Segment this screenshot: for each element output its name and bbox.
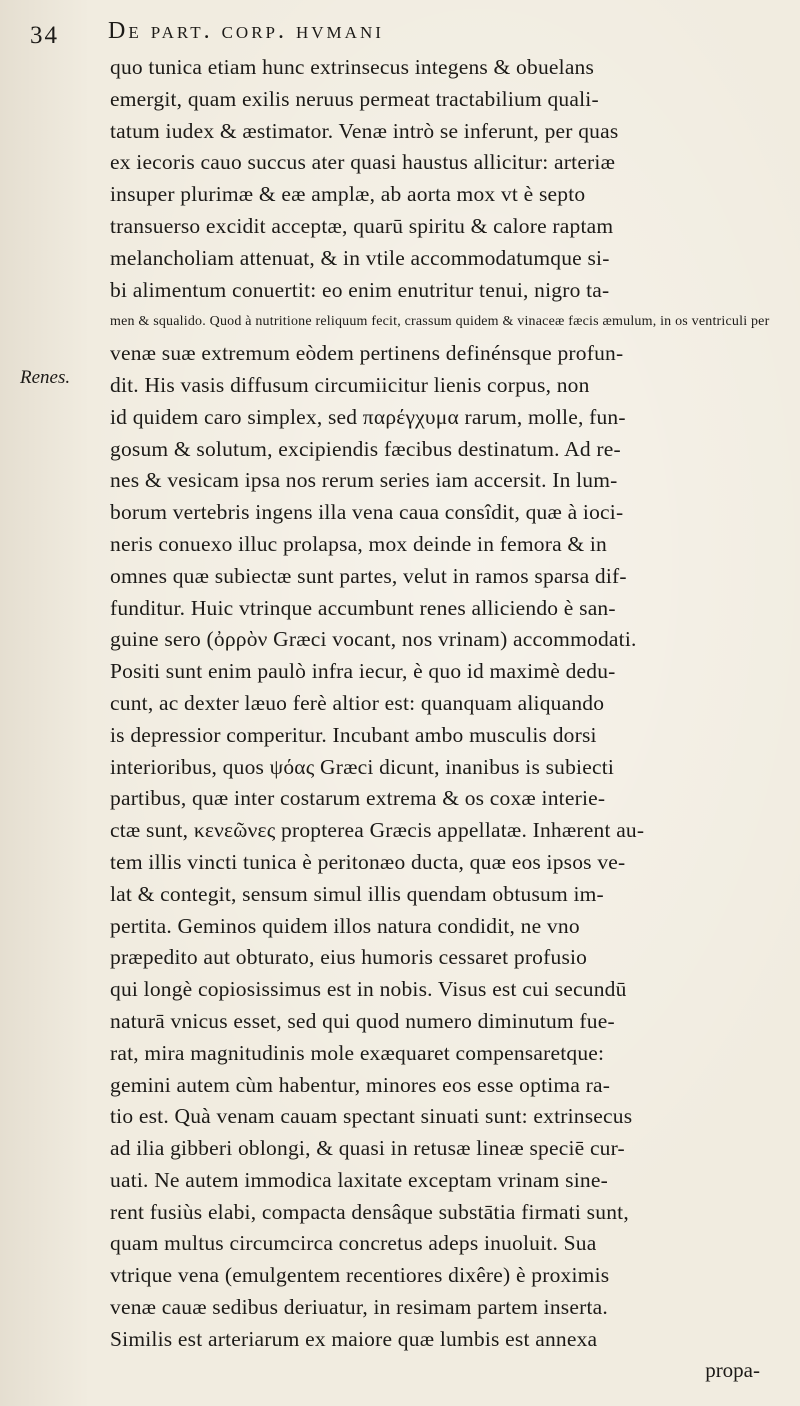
text-line: uati. Ne autem immodica laxitate exceptam vrinam sine-	[110, 1167, 608, 1192]
text-line: cunt, ac dexter læuo ferè altior est: quanquam aliquando	[110, 690, 605, 715]
catchword: propa-	[705, 1358, 760, 1382]
text-line: ex iecoris cauo succus ater quasi haustus allicitur: arteriæ	[110, 150, 616, 175]
text-line: omnes quæ subiectæ sunt partes, velut in ramos sparsa dif-	[110, 563, 627, 588]
text-line: dit. His vasis diffusum circumiicitur lienis corpus, non	[110, 372, 590, 397]
text-line: lat & contegit, sensum simul illis quendam obtusum im-	[110, 881, 604, 906]
text-line: gosum & solutum, excipiendis fæcibus destinatum. Ad re-	[110, 436, 621, 461]
margin-note: Renes.	[20, 367, 71, 388]
body-text	[110, 52, 786, 1356]
page-header	[30, 18, 780, 52]
text-line: insuper plurimæ & eæ amplæ, ab aorta mox vt è septo	[110, 182, 586, 207]
text-line: tio est. Quà venam cauam spectant sinuati sunt: extrinsecus	[110, 1104, 633, 1129]
text-line: naturā vnicus esset, sed qui quod numero diminutum fue-	[110, 1008, 615, 1033]
text-line: venæ suæ extremum eòdem pertinens definénsque profun-	[110, 341, 624, 366]
running-head: De part. corp. hvmani	[108, 18, 384, 44]
text-line: gemini autem cùm habentur, minores eos esse optima ra-	[110, 1072, 611, 1097]
text-line: transuerso excidit acceptæ, quarū spiritu & calore raptam	[110, 213, 614, 238]
text-line: id quidem caro simplex, sed παρέγχυμα rarum, molle, fun-	[110, 404, 626, 429]
text-line: Similis est arteriarum ex maiore quæ lumbis est annexa	[110, 1326, 598, 1351]
text-line: rent fusiùs elabi, compacta densâque substātia firmati sunt,	[110, 1199, 629, 1224]
text-line: quo tunica etiam hunc extrinsecus integens & obuelans	[110, 55, 595, 79]
text-line: præpedito aut obturato, eius humoris cessaret profusio	[110, 945, 588, 970]
text-line: emergit, quam exilis neruus permeat tractabilium quali-	[110, 86, 599, 111]
page-number: 34	[30, 22, 59, 49]
text-line: borum vertebris ingens illa vena caua consîdit, quæ à ioci-	[110, 500, 624, 525]
text-line: Positi sunt enim paulò infra iecur, è quo id maximè dedu-	[110, 659, 616, 684]
text-line: is depressior comperitur. Incubant ambo musculis dorsi	[110, 722, 597, 747]
text-line: partibus, quæ inter costarum extrema & os coxæ interie-	[110, 786, 606, 811]
text-line: tatum iudex & æstimator. Venæ intrò se inferunt, per quas	[110, 118, 619, 143]
text-line: bi alimentum conuertit: eo enim enutritur tenui, nigro ta-	[110, 277, 610, 302]
text-line: men & squalido. Quod à nutritione reliquum fecit, crassum quidem & vinaceæ fæcis æmulum, in os ventriculi per	[110, 314, 770, 330]
text-line: nes & vesicam ipsa nos rerum series iam accersit. In lum-	[110, 468, 618, 493]
text-line: neris conuexo illuc prolapsa, mox deinde in femora & in	[110, 531, 608, 556]
text-line: vtrique vena (emulgentem recentiores dixêre) è proximis	[110, 1263, 610, 1288]
text-line: rat, mira magnitudinis mole exæquaret compensaretque:	[110, 1040, 605, 1065]
text-line: guine sero (ὀρρὸν Græci vocant, nos vrinam) accommodati.	[110, 627, 637, 652]
text-line: melancholiam attenuat, & in vtile accommodatumque si-	[110, 245, 610, 270]
text-line: funditur. Huic vtrinque accumbunt renes alliciendo è san-	[110, 595, 616, 620]
text-line: pertita. Geminos quidem illos natura condidit, ne vno	[110, 913, 580, 938]
text-line: qui longè copiosissimus est in nobis. Visus est cui secundū	[110, 977, 627, 1002]
text-line: interioribus, quos ψόας Græci dicunt, inanibus is subiecti	[110, 754, 615, 779]
text-line: tem illis vincti tunica è peritonæo ducta, quæ eos ipsos ve-	[110, 849, 626, 874]
text-line: ctæ sunt, κενεῶνες propterea Græcis appellatæ. Inhærent au-	[110, 818, 645, 843]
text-line: ad ilia gibberi oblongi, & quasi in retusæ lineæ speciē cur-	[110, 1136, 625, 1161]
text-line: venæ cauæ sedibus deriuatur, in resimam partem inserta.	[110, 1295, 608, 1320]
text-line: quam multus circumcirca concretus adeps inuoluit. Sua	[110, 1231, 597, 1256]
